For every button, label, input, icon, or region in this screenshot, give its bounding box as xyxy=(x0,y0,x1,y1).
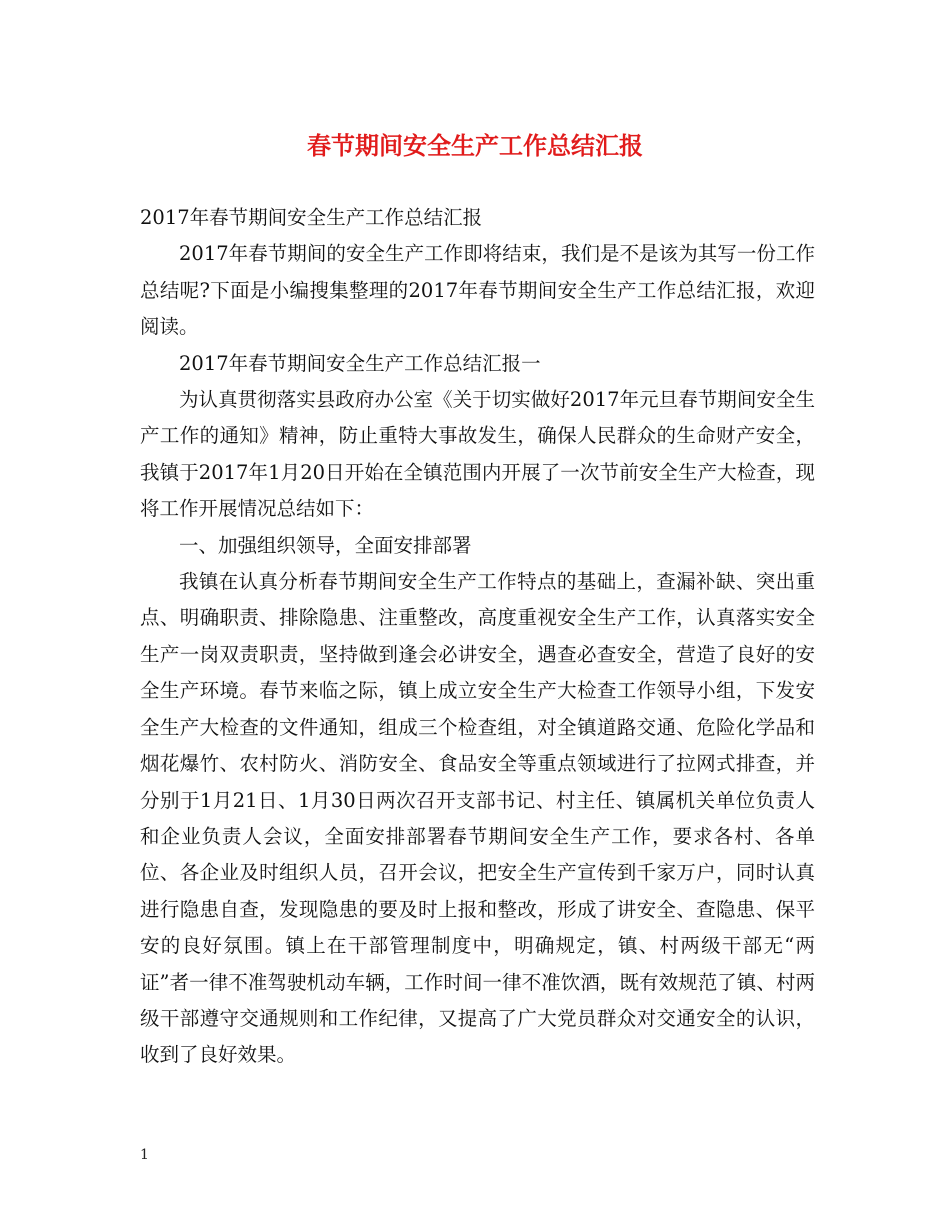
subtitle-paragraph: 2017年春节期间安全生产工作总结汇报 xyxy=(140,206,483,229)
body-paragraph: 我镇在认真分析春节期间安全生产工作特点的基础上，查漏补缺、突出重点、明确职责、排除隐患、注重整改，高度重视安全生产工作，认真落实安全生产一岗双责职责，坚持做到逢会必讲安全，遇查必查安全，营造了良好的安全生产环境。春节来临之际，镇上成立安全生产大检查工作领导小组，下发安全生产大检查的文件通知，组成三个检查组，对全镇道路交通、危险化学品和烟花爆竹、农村防火、消防安全、食品安全等重点领域进行了拉网式排查，并分别于1月21日、1月30日两次召开支部书记、村主任、镇属机关单位负责人和企业负责人会议，全面安排部署春节期间安全生产工作，要求各村、各单位、各企业及时组织人员，召开会议，把安全生产宣传到千家万户，同时认真进行隐患自查，发现隐患的要及时上报和整改，形成了讲安全、查隐患、保平安的良好氛围。镇上在干部管理制度中，明确规定，镇、村两级干部无“两证”者一律不准驾驶机动车辆，工作时间一律不准饮酒，既有效规范了镇、村两级干部遵守交通规则和工作纪律，又提高了广大党员群众对交通安全的认识，收到了良好效果。 xyxy=(140,570,815,1067)
section-heading: 2017年春节期间安全生产工作总结汇报一 xyxy=(179,351,541,375)
page-number: 1 xyxy=(140,1147,149,1163)
intro-paragraph: 2017年春节期间的安全生产工作即将结束，我们是不是该为其写一份工作总结呢?下面是小编搜集整理的2017年春节期间安全生产工作总结汇报，欢迎阅读。 xyxy=(140,242,815,339)
body-paragraph: 为认真贯彻落实县政府办公室《关于切实做好2017年元旦春节期间安全生产工作的通知》精神，防止重特大事故发生，确保人民群众的生命财产安全，我镇于2017年1月20日开始在全镇范围内开展了一次节前安全生产大检查，现将工作开展情况总结如下： xyxy=(140,388,815,521)
subsection-heading: 一、加强组织领导，全面安排部署 xyxy=(179,533,472,557)
document-body xyxy=(140,200,815,1074)
document-title: 春节期间安全生产工作总结汇报 xyxy=(307,131,643,160)
